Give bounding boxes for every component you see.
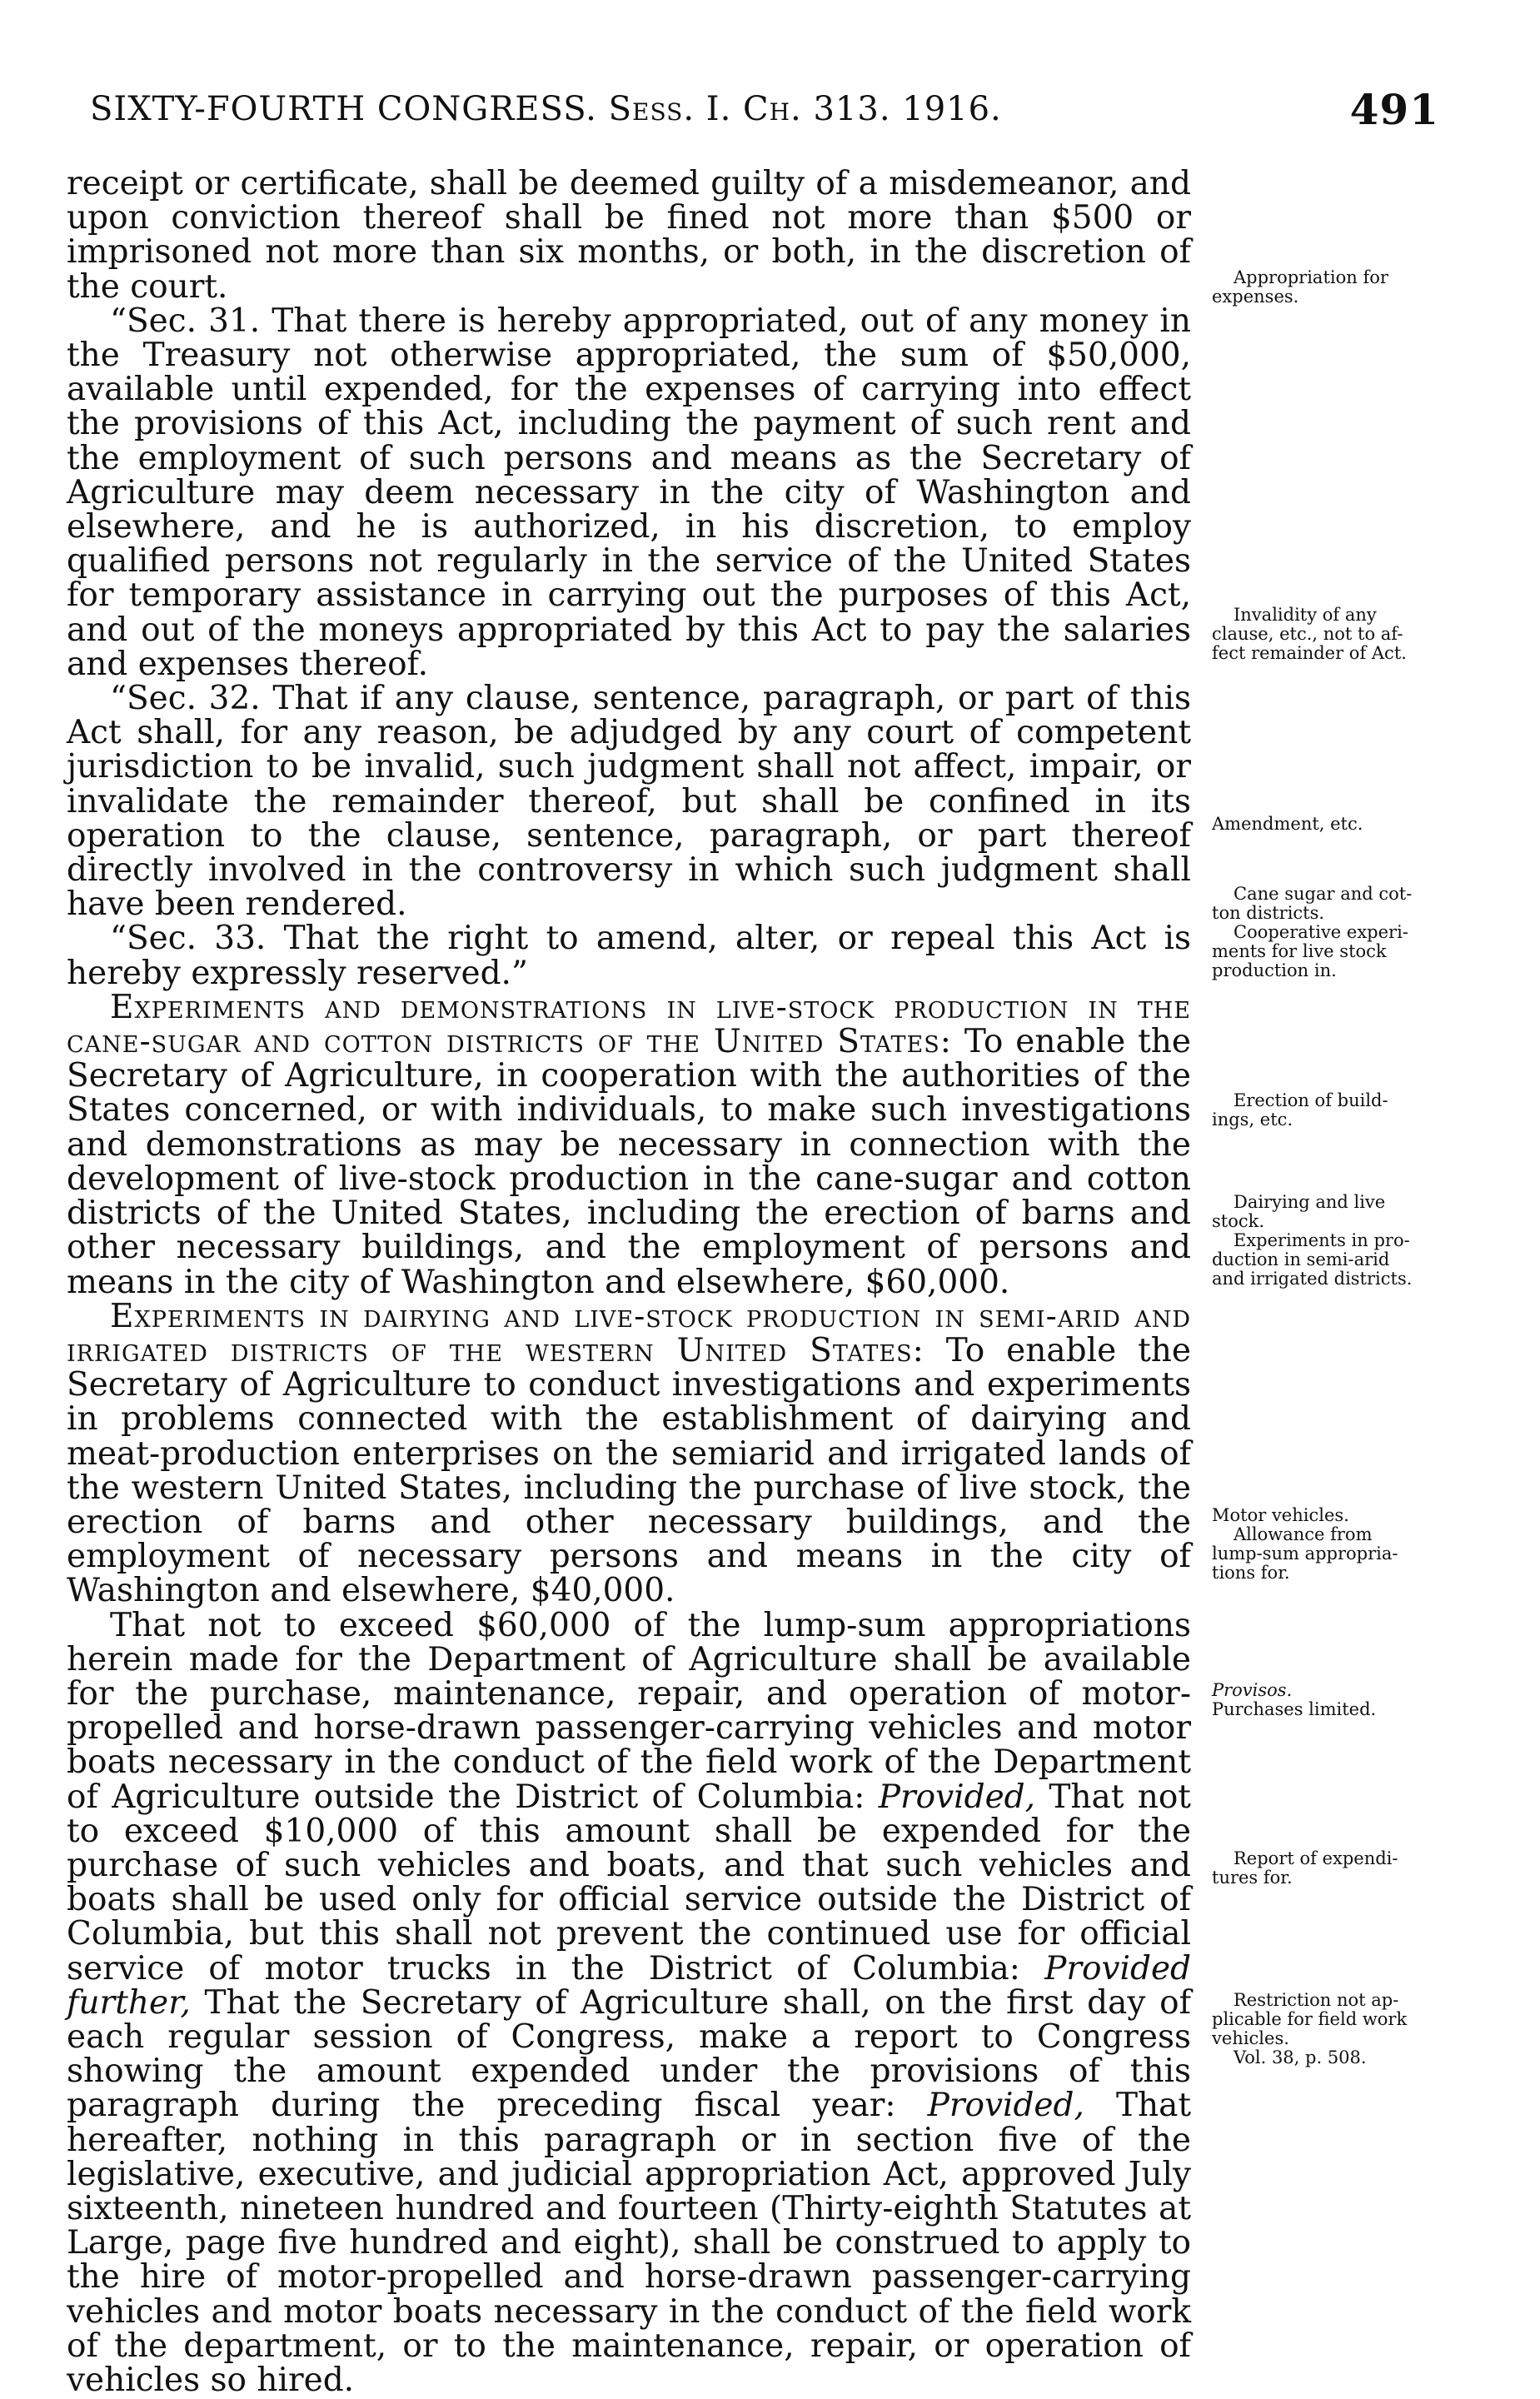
margin-note-invalidity: Invalidity of any clause, etc., not to af- fect remainder of Act.	[1212, 605, 1407, 663]
session: Sess. I.	[608, 90, 732, 128]
paragraph-dairying	[67, 1299, 1191, 1608]
page-number: 491	[1349, 85, 1439, 134]
margin-note-cane-sugar: Cane sugar and cot- ton districts. Cooperative experi- ments for live stock production in.	[1212, 884, 1413, 980]
congress-title: SIXTY-FOURTH CONGRESS.	[90, 90, 597, 128]
dairying-text: To enable the Secretary of Agriculture to conduct investigations and experiments in problems connected with the establishment of dairying and meat-production enterprises on the semiarid and irrigated lands of the western United States, including the purchase of live stock, the erection of barns and other necessary buildings, and the employment of necessary persons and means in the city of Washington and elsewhere, $40,000.	[67, 1331, 1192, 1610]
cane-sugar-text: To enable the Secretary of Agriculture, in cooperation with the authorities of the States concerned, or with individuals, to make such investigations and demonstrations as may be necessary in connection with the development of live-stock production in the cane-sugar and cotton districts of the United States, including the erection of barns and other necessary buildings, and the employment of persons and means in the city of Washington and elsewhere, $60,000.	[67, 1023, 1192, 1301]
section-heading-dairying: Experiments in dairying and live-stock production in semi-arid and irrigated districts of the western United States:	[67, 1297, 1191, 1369]
running-head	[90, 90, 1002, 128]
statute-text	[67, 167, 1191, 2397]
paragraph-sec-33: “Sec. 33. That the right to amend, alter, or repeal this Act is hereby expressly reserved.”	[67, 920, 1191, 992]
page-header	[90, 85, 1439, 140]
year: 1916.	[902, 90, 1002, 128]
margin-note-amendment: Amendment, etc.	[1212, 814, 1363, 834]
paragraph-motor-vehicles	[67, 1608, 1191, 2398]
provided-2: Provided,	[927, 2087, 1084, 2125]
margin-note-report: Report of expendi- tures for.	[1212, 1848, 1398, 1888]
paragraph-sec-31: “Sec. 31. That there is hereby appropriated, out of any money in the Treasury not otherwise appropriated, the sum of $50,000, available until expended, for the expenses of carrying into effect the provisions of this Act, including the payment of such rent and the employment of such persons and means as the Secretary of Agriculture may deem necessary in the city of Washington and elsewhere, and he is authorized, in his discretion, to employ qualified persons not regularly in the service of the United States for temporary assistance in carrying out the purposes of this Act, and out of the moneys appropriated by this Act to pay the salaries and expenses thereof.	[67, 302, 1191, 683]
margin-note-erection: Erection of build- ings, etc.	[1212, 1090, 1388, 1130]
motor-text-b: That not to exceed $10,000 of this amount shall be expended for the purchase of such vehicles and boats, and that such vehicles and boats shall be used only for official service outside the District of Columbia, but this shall not prevent the continued use for official service of motor trucks in the District of Columbia:	[67, 1778, 1191, 1988]
motor-text-a: That not to exceed $60,000 of the lump-sum appropriations herein made for the Department of Agriculture shall be available for the purchase, maintenance, repair, and operation of motor-propelled and horse-drawn passenger-carrying vehicles and motor boats necessary in the conduct of the field work of the Department of Agriculture outside the District of Columbia:	[67, 1606, 1191, 1816]
section-heading-cane-sugar: Experiments and demonstrations in live-stock production in the cane-sugar and cotton districts of the United States:	[67, 988, 1191, 1061]
motor-text-d: That hereafter, nothing in this paragraph or in section five of the legislative, executive, and judicial appropriation Act, approved July sixteenth, nineteen hundred and fourteen (Thirty-eighth Statutes at Large, page five hundred and eight), shall be construed to apply to the hire of motor-propelled and horse-drawn passenger-carrying vehicles and motor boats necessary in the conduct of the field work of the department, or to the maintenance, repair, or operation of vehicles so hired.	[67, 2087, 1191, 2399]
chapter: Ch. 313.	[743, 90, 891, 128]
margin-note-restriction: Restriction not ap- plicable for field work vehicles. Vol. 38, p. 508.	[1212, 1990, 1408, 2067]
motor-text-c: That the Secretary of Agriculture shall, on the first day of each regular session of Congress, make a report to Congress showing the amount expended under the provisions of this paragraph during the preceding fiscal year:	[67, 1983, 1191, 2125]
paragraph-cane-sugar	[67, 990, 1191, 1299]
margin-note-motor-vehicles: Motor vehicles. Allowance from lump-sum appropria- tions for.	[1212, 1505, 1398, 1583]
margin-note-appropriation: Appropriation for expenses.	[1212, 267, 1388, 307]
provided-1: Provided,	[878, 1778, 1036, 1816]
provided-further: Provided further,	[67, 1949, 1191, 2022]
paragraph-misdemeanor: receipt or certificate, shall be deemed guilty of a misdemeanor, and upon conviction thereof shall be fined not more than $500 or imprisoned not more than six months, or both, in the discretion of the court.	[67, 165, 1191, 306]
margin-note-provisos: Provisos. Purchases limited.	[1212, 1680, 1377, 1719]
margin-note-dairying: Dairying and live stock. Experiments in pro- duction in semi-arid and irrigated districts.	[1212, 1192, 1413, 1289]
paragraph-sec-32: “Sec. 32. That if any clause, sentence, paragraph, or part of this Act shall, for any reason, be adjudged by any court of competent jurisdiction to be invalid, such judgment shall not affect, impair, or invalidate the remainder thereof, but shall be confined in its operation to the clause, sentence, paragraph, or part thereof directly involved in the controversy in which such judgment shall have been rendered.	[67, 680, 1191, 924]
